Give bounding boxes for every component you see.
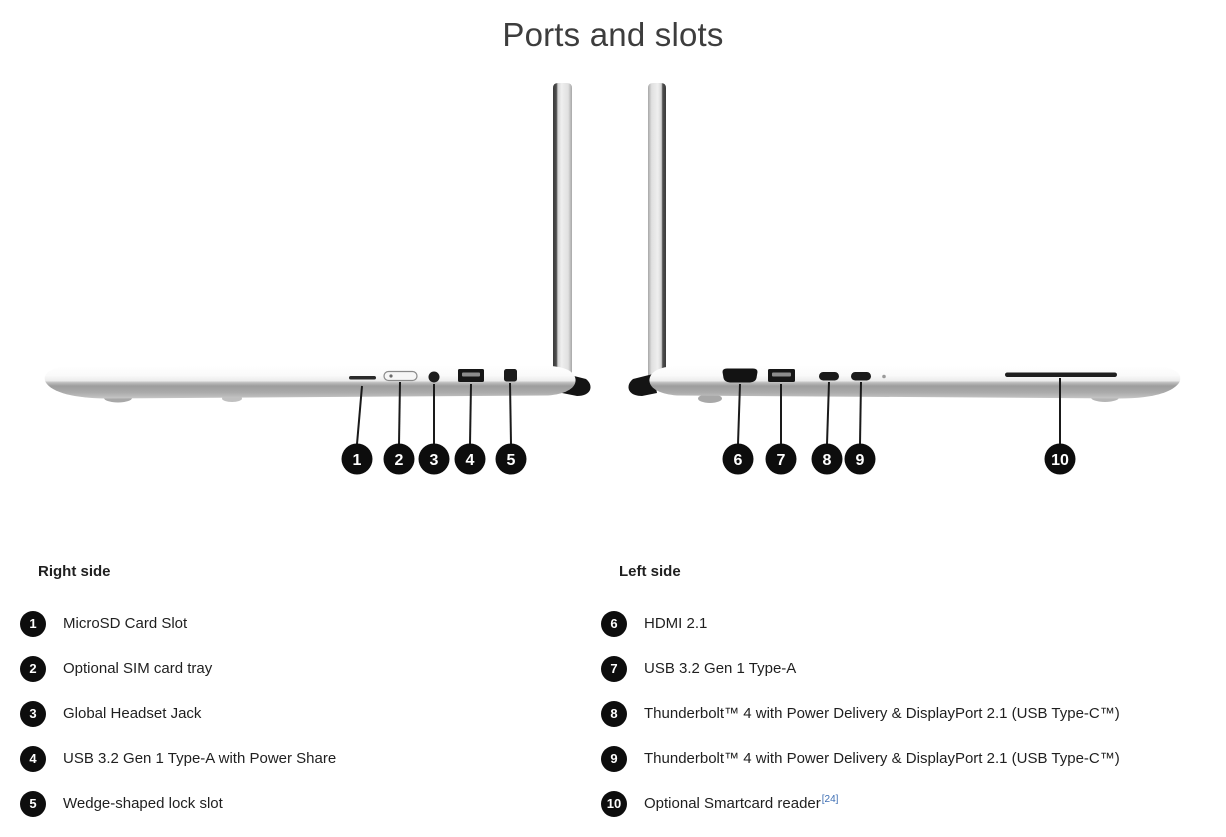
item-number-badge	[601, 791, 627, 817]
left-side-section	[601, 562, 1211, 826]
item-number: 8	[610, 706, 618, 721]
item-number-badge	[20, 656, 46, 682]
list-item	[601, 691, 1211, 736]
callout-8	[812, 444, 843, 475]
callout-number: 8	[822, 452, 832, 469]
battery-led-icon	[882, 375, 886, 379]
callout-3	[419, 444, 450, 475]
callout-number: 2	[394, 452, 404, 469]
item-number: 5	[29, 796, 37, 811]
item-label: Wedge-shaped lock slot	[63, 795, 223, 812]
right-side-port-list	[20, 601, 600, 826]
footnote-link[interactable]: [24]	[821, 794, 839, 805]
item-label: Thunderbolt™ 4 with Power Delivery & DisplayPort 2.1 (USB Type-C™)	[644, 750, 1120, 767]
item-number-badge	[20, 611, 46, 637]
smartcard-slot-icon	[1005, 373, 1117, 378]
list-item	[20, 691, 600, 736]
callout-1	[342, 444, 373, 475]
usb-a-port-icon	[458, 369, 484, 382]
section-heading-left-side: Left side	[619, 563, 681, 580]
callout-number: 3	[429, 452, 439, 469]
laptop-screen	[553, 83, 572, 386]
item-label	[644, 795, 838, 812]
laptop-screen	[648, 83, 666, 386]
callout-9	[845, 444, 876, 475]
page-title: Ports and slots	[502, 16, 724, 53]
laptop-left-side-view	[629, 83, 1181, 475]
usb-c-port-icon	[819, 372, 839, 381]
item-number-badge	[601, 656, 627, 682]
item-number-badge	[20, 791, 46, 817]
callout-6	[723, 444, 754, 475]
item-label: HDMI 2.1	[644, 615, 708, 632]
item-label: Global Headset Jack	[63, 705, 202, 722]
list-item	[601, 781, 1211, 826]
list-item	[20, 601, 600, 646]
lock-slot-icon	[504, 369, 517, 382]
list-item	[601, 736, 1211, 781]
item-number-badge	[601, 611, 627, 637]
laptop-base	[45, 366, 576, 399]
item-number: 10	[606, 796, 622, 811]
list-item	[20, 646, 600, 691]
item-number: 6	[610, 616, 618, 631]
list-item	[601, 601, 1211, 646]
callout-number: 7	[776, 452, 786, 469]
list-item	[20, 736, 600, 781]
item-label: Optional SIM card tray	[63, 660, 213, 677]
item-number-badge	[20, 746, 46, 772]
item-number-badge	[20, 701, 46, 727]
left-side-port-list	[601, 601, 1211, 826]
callout-10	[1045, 444, 1076, 475]
hdmi-port-icon	[723, 369, 758, 383]
callout-5	[496, 444, 527, 475]
item-number: 1	[29, 616, 37, 631]
callout-2	[384, 444, 415, 475]
item-label: USB 3.2 Gen 1 Type-A	[644, 660, 797, 677]
item-number-badge	[601, 701, 627, 727]
callout-number: 5	[506, 452, 516, 469]
callout-number: 1	[352, 452, 362, 469]
callout-number: 4	[465, 452, 475, 469]
microsd-slot-icon	[349, 376, 376, 380]
item-number: 4	[29, 751, 37, 766]
item-label: USB 3.2 Gen 1 Type-A with Power Share	[63, 750, 337, 767]
item-number: 9	[610, 751, 618, 766]
item-number: 2	[29, 661, 37, 676]
right-side-section	[20, 562, 600, 826]
item-label: MicroSD Card Slot	[63, 615, 188, 632]
item-label-text: Optional Smartcard reader	[644, 795, 821, 812]
callout-7	[766, 444, 797, 475]
item-label: Thunderbolt™ 4 with Power Delivery & DisplayPort 2.1 (USB Type-C™)	[644, 705, 1120, 722]
list-item	[601, 646, 1211, 691]
item-number-badge	[601, 746, 627, 772]
section-heading-right-side: Right side	[38, 563, 111, 580]
item-number: 7	[610, 661, 618, 676]
list-item	[20, 781, 600, 826]
sim-card-tray-icon	[384, 372, 417, 381]
usb-a-port-icon	[768, 369, 795, 382]
usb-c-port-icon	[851, 372, 871, 381]
callout-4	[455, 444, 486, 475]
callout-number: 6	[733, 452, 743, 469]
callout-number: 9	[855, 452, 865, 469]
callout-number: 10	[1051, 452, 1069, 469]
item-number: 3	[29, 706, 37, 721]
laptop-right-side-view	[45, 83, 591, 475]
headset-jack-icon	[429, 372, 440, 383]
